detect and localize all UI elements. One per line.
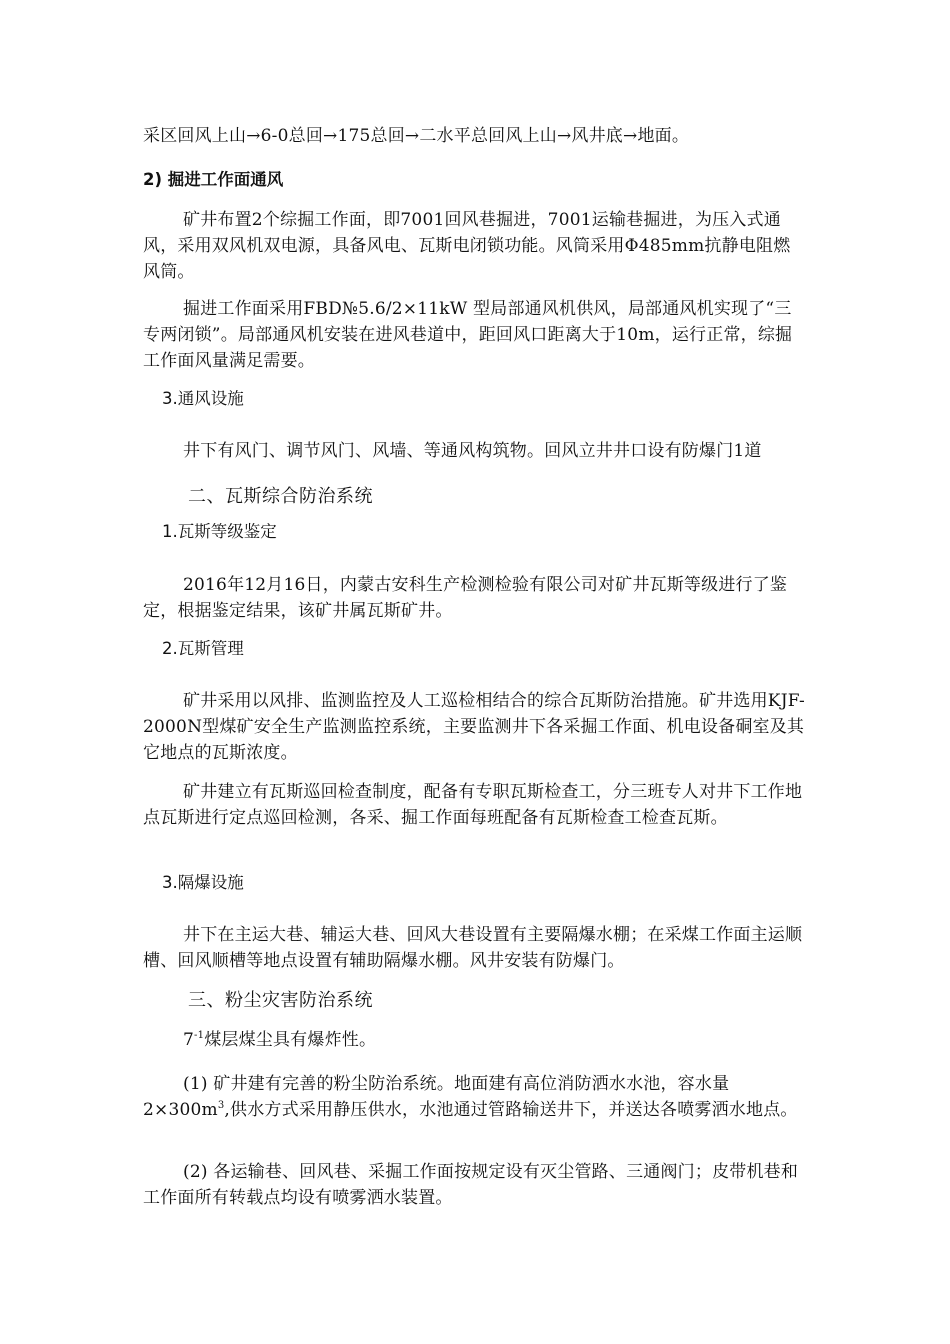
dust-measure-2-paragraph: (2) 各运输巷、回风巷、采掘工作面按规定设有灭尘管路、三通阀门；皮带机巷和工作面所有转载点均设有喷雾洒水装置。 xyxy=(143,1162,799,1208)
heading-explosion-barriers: 3.隔爆设施 xyxy=(162,873,244,892)
dust-measure-1-paragraph: (1) 矿井建有完善的粉尘防治系统。地面建有高位消防洒水水池，容水量$2\times 300m^3$,供水方式采用静压供水，水池通过管路输送井下，并送达各喷雾洒水地点。 xyxy=(143,1074,798,1120)
heading-gas-prevention-system: 二、瓦斯综合防治系统 xyxy=(188,486,373,507)
gas-grade-paragraph: 2016年12月16日，内蒙古安科生产检测检验有限公司对矿井瓦斯等级进行了鉴定，根据鉴定结果，该矿井属瓦斯矿井。 xyxy=(143,575,788,621)
gas-management-paragraph-2: 矿井建立有瓦斯巡回检查制度，配备有专职瓦斯检查工，分三班专人对井下工作地点瓦斯进行定点巡回检测，各采、掘工作面每班配备有瓦斯检查工检查瓦斯。 xyxy=(143,782,803,828)
heading-gas-grade: 1.瓦斯等级鉴定 xyxy=(162,522,277,541)
heading-gas-management: 2.瓦斯管理 xyxy=(162,639,244,658)
gas-management-paragraph-1: 矿井采用以风排、监测监控及人工巡检相结合的综合瓦斯防治措施。矿井选用KJF-2000N型煤矿安全生产监测监控系统，主要监测井下各采掘工作面、机电设备硐室及其它地点的瓦斯浓度。 xyxy=(143,691,805,763)
coal-dust-paragraph: $7^{-1}$煤层煤尘具有爆炸性。 xyxy=(183,1030,377,1050)
heading-ventilation-facilities: 3.通风设施 xyxy=(162,389,244,408)
ventilation-facilities-paragraph: 井下有风门、调节风门、风墙、等通风构筑物。回风立井井口设有防爆门1道 xyxy=(183,441,762,461)
local-fan-paragraph: 掘进工作面采用FBD№5.6/2×11kW 型局部通风机供风，局部通风机实现了“三专两闭锁”。局部通风机安装在进风巷道中，距回风口距离大于10m，运行正常，综掘工作面风量满足需要。 xyxy=(143,299,793,371)
heading-tunneling-ventilation: 2) 掘进工作面通风 xyxy=(143,170,284,189)
explosion-barriers-paragraph: 井下在主运大巷、辅运大巷、回风大巷设置有主要隔爆水棚；在采煤工作面主运顺槽、回风顺槽等地点设置有辅助隔爆水棚。风井安装有防爆门。 xyxy=(143,925,803,971)
ventilation-route-paragraph: 采区回风上山→6-0总回→175总回→二水平总回风上山→风井底→地面。 xyxy=(143,126,690,146)
tunneling-faces-paragraph: 矿井布置2个综掘工作面，即7001回风巷掘进，7001运输巷掘进，为压入式通风，采用双风机双电源，具备风电、瓦斯电闭锁功能。风筒采用Φ485mm抗静电阻燃风筒。 xyxy=(143,210,791,282)
heading-dust-prevention-system: 三、粉尘灾害防治系统 xyxy=(188,990,373,1011)
